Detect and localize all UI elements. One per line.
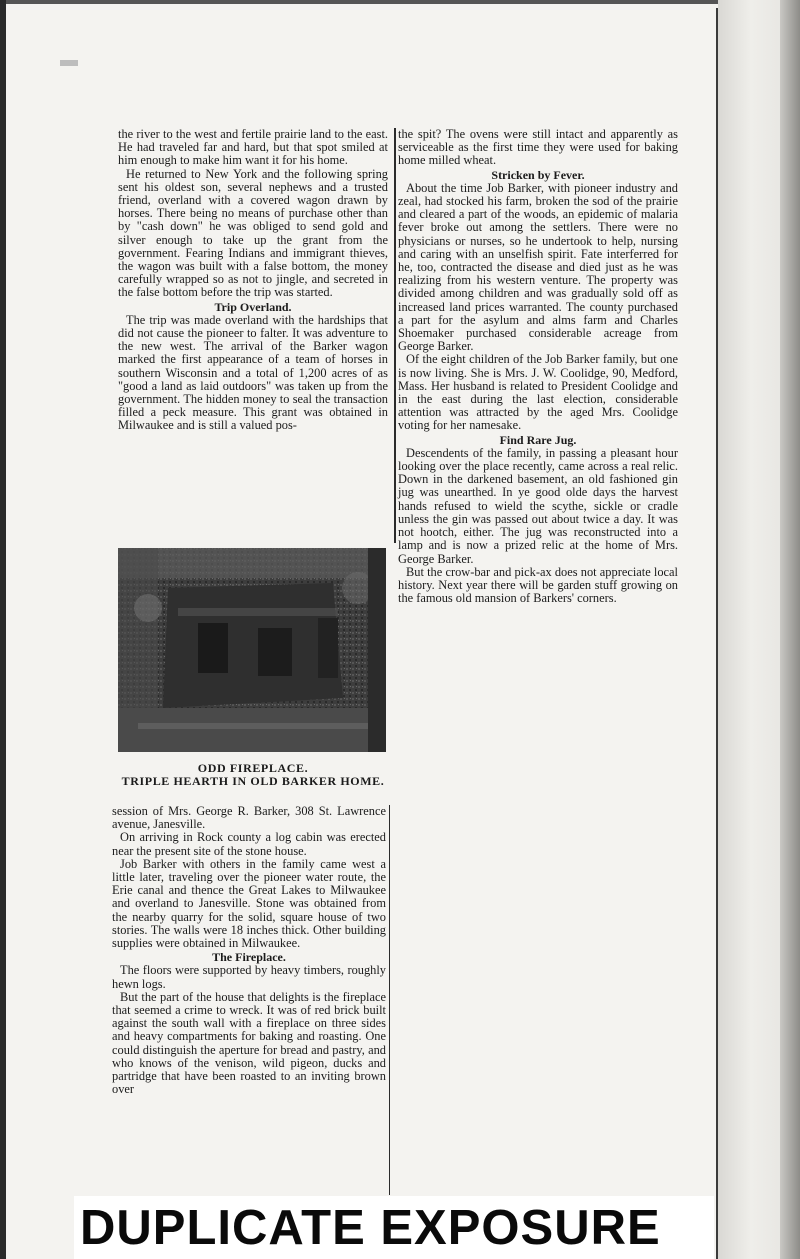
- right-column: [398, 128, 678, 605]
- column-rule-lower: [389, 805, 390, 1195]
- left-column-bottom: [112, 805, 386, 1096]
- page-border-line: [716, 8, 718, 1259]
- fireplace-photo-image: [118, 548, 386, 752]
- paragraph: He returned to New York and the following spring sent his oldest son, several nephews and a trusted friend, overland with a covered wagon drawn by horses. There being no means of purchase other than by "cash down" he was obliged to send gold and silver enough to take up the grant from the government. Fearing Indians and immigrant thieves, the wagon was built with a false bottom, the money carefully wrapped so as not to jingle, and secreted in the false bottom before the trip was started.: [118, 166, 388, 300]
- subheading-find-rare-jug: Find Rare Jug.: [499, 432, 577, 447]
- paragraph: Job Barker with others in the family came west a little later, traveling over the pioneer water route, the Erie canal and thence the Great Lakes to Milwaukee and overland to Janesville. Stone was obtained from the nearby quarry for the solid, square house of two stories. The walls were 18 inches thick. Other building supplies were obtained in Milwaukee.: [112, 856, 386, 951]
- paragraph: the spit? The ovens were still intact and apparently as serviceable as the first time they were used for baking home milled wheat.: [398, 127, 678, 168]
- paragraph: But the crow-bar and pick-ax does not appreciate local history. Next year there will be garden stuff growing on the famous old mansion of Barkers' corners.: [398, 564, 678, 606]
- paragraph: The floors were supported by heavy timbers, roughly hewn logs.: [112, 963, 386, 991]
- paragraph: About the time Job Barker, with pioneer industry and zeal, had stocked his farm, broken the sod of the prairie and cleared a part of the woods, an epidemic of malaria fever broke out among the settlers. There were no physicians or nurses, so he undertook to help, nursing and caring with an unselfish spirit. Fate interferred for he, too, contracted the disease and died just as he was realizing from his western venture. The property was divided among children and was gradually sold off as increased land prices warranted. The county purchased a part for the asylum and alms farm and Charles Shoemaker purchased considerable acreage from George Barker.: [398, 180, 678, 354]
- paragraph: On arriving in Rock county a log cabin was erected near the present site of the stone house.: [112, 830, 386, 858]
- photo-caption: [112, 762, 394, 788]
- paragraph: The trip was made overland with the hardships that did not cause the pioneer to falter. It was adventure to the new west. The arrival of the Barker wagon marked the first appearance of a team of horses in southern Wisconsin and a total of 1,200 acres of as "good a land as laid outdoors" was taken up from the government. The hidden money to seal the transaction filled a peck measure. This grant was obtained in Milwaukee and is still a valued pos-: [118, 312, 388, 433]
- scan-mark: [60, 60, 78, 66]
- paragraph: the river to the west and fertile prairie land to the east. He had traveled far and hard, but that spot smiled at him enough to make him want it for his home.: [118, 127, 388, 168]
- scan-edge-top: [0, 0, 800, 4]
- subheading-fireplace: The Fireplace.: [212, 950, 286, 965]
- column-rule-upper: [394, 128, 396, 543]
- scan-edge-shadow: [780, 0, 800, 1259]
- paragraph: But the part of the house that delights is the fireplace that seemed a crime to wreck. It was of red brick built against the south wall with a fireplace on three sides and heavy compartments for baking and roasting. One could distinguish the aperture for bread and pastry, and who knows of the venison, wild pigeon, ducks and partridge that have been roasted to an inviting brown over: [112, 989, 386, 1097]
- caption-line: ODD FIREPLACE.: [197, 761, 309, 775]
- stamp-text: DUPLICATE EXPOSURE: [80, 1201, 661, 1255]
- paragraph: Descendents of the family, in passing a pleasant hour looking over the place recently, came across a real relic. Down in the darkened basement, an old fashioned gin jug was unearthed. In ye good olde days the harvest hands refused to wield the scythe, sickle or cradle unless the gin was passed out about twice a day. It was not hootch, either. The jug was reconstructed into a lamp and is now a prized relic at the home of Mrs. George Barker.: [398, 445, 678, 566]
- subheading-trip-overland: Trip Overland.: [214, 299, 292, 314]
- duplicate-exposure-stamp: [74, 1196, 714, 1259]
- caption-line: TRIPLE HEARTH IN OLD BARKER HOME.: [121, 774, 385, 788]
- scan-edge-left: [0, 0, 6, 1259]
- paragraph: Of the eight children of the Job Barker family, but one is now living. She is Mrs. J. W. Coolidge, 90, Medford, Mass. Her husband is related to President Coolidge and in the east during the last election, considerable attention was attracted by the aged Mrs. Coolidge voting for her namesake.: [398, 352, 678, 433]
- subheading-stricken-by-fever: Stricken by Fever.: [491, 167, 585, 182]
- left-column-top: [118, 128, 388, 433]
- fireplace-photo: [118, 548, 386, 752]
- paragraph: session of Mrs. George R. Barker, 308 St. Lawrence avenue, Janesville.: [112, 804, 386, 832]
